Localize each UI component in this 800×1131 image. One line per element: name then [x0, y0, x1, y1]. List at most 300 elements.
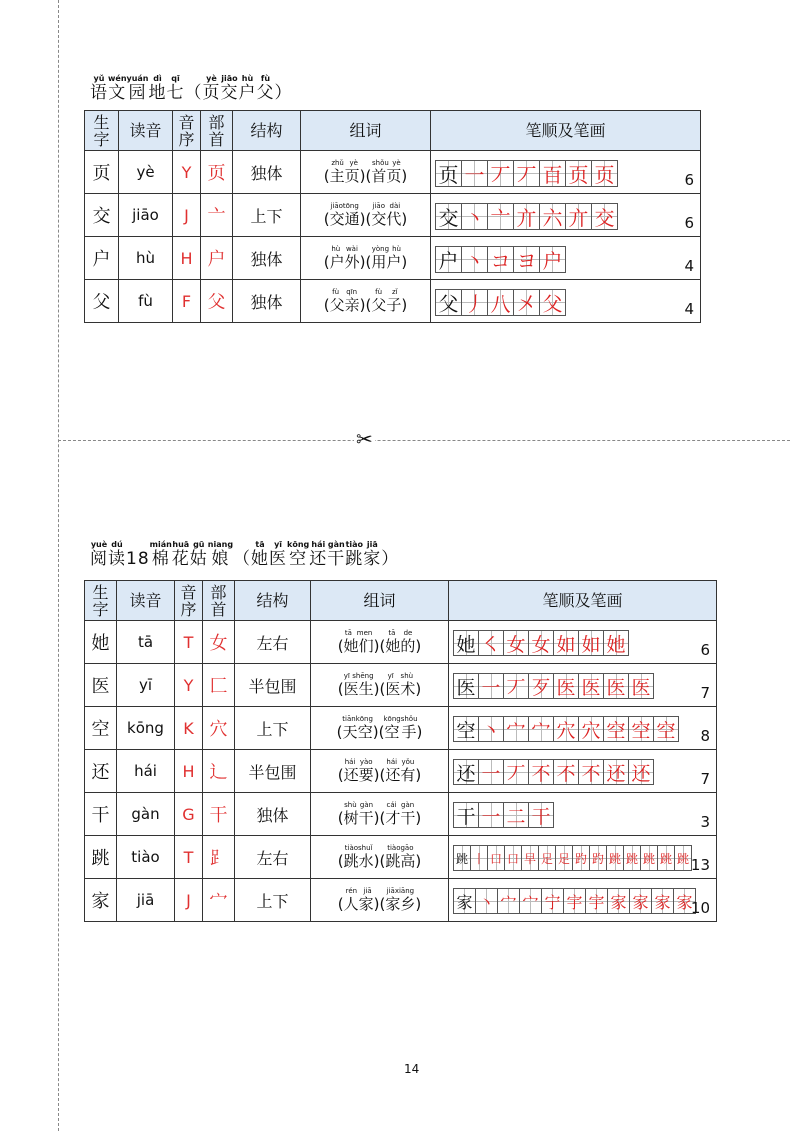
stroke-cell: 亣	[513, 203, 540, 230]
stroke-count: 6	[700, 641, 710, 659]
title-char	[171, 540, 190, 569]
cell-stroke-order	[431, 280, 701, 323]
title-char-pinyin: dì	[148, 74, 167, 83]
cell-zuci: (父亲fù qīn)(父子fù zǐ)	[301, 280, 431, 323]
character-table-2	[84, 580, 717, 922]
table-row	[85, 194, 701, 237]
stroke-count: 6	[684, 214, 694, 232]
title-char	[166, 74, 185, 103]
word	[371, 287, 402, 314]
stroke-cell: 丶	[478, 716, 504, 742]
cell-yinxu: J	[175, 879, 203, 922]
cell-zuci: (主页zhǔ yè)(首页shǒu yè)	[301, 151, 431, 194]
cell-pinyin: yī	[117, 664, 175, 707]
table-row	[85, 707, 717, 750]
header-bushou: 部首	[201, 111, 233, 151]
header-pinyin: 读音	[117, 581, 175, 621]
stroke-cell: 丶	[461, 203, 488, 230]
cell-yinxu: H	[175, 750, 203, 793]
stroke-cell: 跳	[606, 845, 624, 871]
cell-stroke-order	[431, 151, 701, 194]
table-row	[85, 151, 701, 194]
stroke-grid	[453, 759, 716, 785]
word	[385, 800, 416, 827]
word-pinyin: yī shēng	[343, 671, 374, 680]
header-char: 生字	[85, 111, 119, 151]
cell-zuci: (还要hái yào)(还有hái yǒu)	[311, 750, 449, 793]
title-char-pinyin: tā	[251, 540, 270, 549]
stroke-cell: 一	[461, 160, 488, 187]
title-char-pinyin: kōng	[287, 540, 310, 549]
stroke-cell: 女	[503, 630, 529, 656]
stroke-cell: 干	[528, 802, 554, 828]
word-text: 还要	[343, 765, 374, 784]
cell-zuci: (天空tiānkōng)(空手kōngshǒu)	[311, 707, 449, 750]
stroke-cell: 早	[521, 845, 539, 871]
cell-jiegou: 上下	[233, 194, 301, 237]
word	[385, 671, 416, 698]
title-char	[149, 540, 172, 569]
cell-char: 户	[85, 237, 119, 280]
title-char-text: 还	[309, 549, 328, 569]
title-char-pinyin: yī	[269, 540, 288, 549]
cell-pinyin: gàn	[117, 793, 175, 836]
title-char-text: 文	[108, 83, 127, 103]
cell-zuci: (树干shù gàn)(才干cái gàn)	[311, 793, 449, 836]
title-char-pinyin: yuán	[126, 74, 149, 83]
title-char-pinyin: wén	[108, 74, 127, 83]
word-text: 医生	[343, 679, 374, 698]
stroke-count: 10	[690, 899, 710, 917]
word	[371, 244, 402, 271]
stroke-cell: 歹	[528, 673, 554, 699]
title-char-text: 棉	[149, 549, 172, 569]
stroke-cell: 不	[528, 759, 554, 785]
cell-char: 医	[85, 664, 117, 707]
word	[371, 158, 402, 185]
horizontal-cut-line	[58, 440, 790, 441]
word	[371, 201, 402, 228]
stroke-cell: 一	[478, 802, 504, 828]
stroke-cell: 页	[591, 160, 618, 187]
stroke-cell: 父	[435, 289, 462, 316]
word-text: 她们	[343, 636, 374, 655]
stroke-cell: 口	[504, 845, 522, 871]
word	[385, 628, 416, 655]
stroke-grid	[453, 888, 716, 914]
word-text: 跳高	[385, 851, 416, 870]
word	[383, 714, 418, 741]
cell-zuci: (她们tā men)(她的tā de)	[311, 621, 449, 664]
stroke-cell: 还	[453, 759, 479, 785]
cell-char: 还	[85, 750, 117, 793]
table-row	[85, 793, 717, 836]
stroke-cell: 跳	[674, 845, 692, 871]
stroke-count: 4	[684, 257, 694, 275]
stroke-cell: 八	[487, 289, 514, 316]
cell-zuci: (户外hù wài)(用户yòng hù)	[301, 237, 431, 280]
word-text: 天空	[342, 722, 373, 741]
word-pinyin: hái yǒu	[385, 757, 416, 766]
word-text: 才干	[385, 808, 416, 827]
title-char	[269, 540, 288, 569]
title-char	[256, 74, 275, 103]
word-pinyin: hù wài	[329, 244, 360, 253]
stroke-cell: 家	[651, 888, 674, 914]
title-char-pinyin: yuè	[90, 540, 108, 549]
title-char	[345, 540, 364, 569]
cell-pinyin: hù	[119, 237, 173, 280]
stroke-cell: 口	[487, 845, 505, 871]
title-char-text: ）	[381, 549, 400, 569]
title-char-pinyin: fù	[256, 74, 275, 83]
word	[343, 843, 374, 870]
cell-stroke-order	[449, 750, 717, 793]
word-pinyin: tiàoshuǐ	[343, 843, 374, 852]
cell-zuci: (跳水tiàoshuǐ)(跳高tiàogāo)	[311, 836, 449, 879]
cell-pinyin: tā	[117, 621, 175, 664]
cell-pinyin: kōng	[117, 707, 175, 750]
table-row	[85, 237, 701, 280]
stroke-cell: 丿	[461, 289, 488, 316]
stroke-cell: 宇	[585, 888, 608, 914]
stroke-cell: 空	[628, 716, 654, 742]
stroke-cell: 宀	[519, 888, 542, 914]
word-text: 主页	[329, 166, 360, 185]
stroke-cell: 交	[591, 203, 618, 230]
word-text: 人家	[343, 894, 374, 913]
stroke-cell: 空	[603, 716, 629, 742]
cell-pinyin: jiā	[117, 879, 175, 922]
word	[343, 757, 374, 784]
cell-bushou: 女	[203, 621, 235, 664]
word-pinyin: shù gàn	[343, 800, 374, 809]
word-text: 父亲	[329, 295, 360, 314]
word-text: 首页	[371, 166, 402, 185]
stroke-cell: 还	[603, 759, 629, 785]
header-bushou: 部首	[203, 581, 235, 621]
title-char-text: 七	[166, 83, 185, 103]
header-jiegou: 结构	[233, 111, 301, 151]
stroke-cell: 丆	[503, 673, 529, 699]
stroke-grid	[453, 716, 716, 742]
table-row	[85, 836, 717, 879]
title-char	[108, 540, 126, 569]
title-char-text: 姑	[189, 549, 208, 569]
title-text	[90, 540, 400, 569]
header-bihua: 笔顺及笔画	[431, 111, 701, 151]
stroke-cell: 亣	[565, 203, 592, 230]
stroke-cell: 丶	[461, 246, 488, 273]
title-char	[90, 74, 108, 103]
header-char: 生字	[85, 581, 117, 621]
cell-jiegou: 独体	[233, 237, 301, 280]
title-char-pinyin: tiào	[345, 540, 364, 549]
cell-yinxu: G	[175, 793, 203, 836]
cell-stroke-order	[449, 793, 717, 836]
word-pinyin: hái yào	[343, 757, 374, 766]
cell-pinyin: yè	[119, 151, 173, 194]
title-char-text: 户	[238, 83, 257, 103]
word-pinyin: tiàogāo	[385, 843, 416, 852]
title-char	[189, 540, 208, 569]
stroke-cell: 她	[453, 630, 479, 656]
title-char-text: 娘	[207, 549, 234, 569]
word-pinyin: jiāo dài	[371, 201, 402, 210]
word	[385, 843, 416, 870]
stroke-cell: 页	[565, 160, 592, 187]
cell-pinyin: tiào	[117, 836, 175, 879]
stroke-count: 7	[700, 684, 710, 702]
title-char-pinyin: jiāo	[220, 74, 239, 83]
word	[343, 886, 374, 913]
stroke-count: 13	[690, 856, 710, 874]
stroke-cell: 家	[453, 888, 476, 914]
title-char	[309, 540, 328, 569]
stroke-cell: 宀	[528, 716, 554, 742]
cell-pinyin: hái	[117, 750, 175, 793]
stroke-grid	[435, 246, 700, 273]
stroke-cell: 穴	[553, 716, 579, 742]
stroke-cell: 丆	[503, 759, 529, 785]
title-char	[126, 74, 149, 103]
stroke-cell: 父	[539, 289, 566, 316]
stroke-grid	[453, 673, 716, 699]
table-row	[85, 664, 717, 707]
title-char	[238, 74, 257, 103]
header-row	[85, 111, 701, 151]
cell-jiegou: 半包围	[235, 664, 311, 707]
page-number: 14	[404, 1062, 420, 1076]
stroke-cell: 医	[628, 673, 654, 699]
cell-jiegou: 独体	[235, 793, 311, 836]
stroke-cell: 跳	[657, 845, 675, 871]
title-char-text: 交	[220, 83, 239, 103]
stroke-grid	[435, 289, 700, 316]
word	[329, 158, 360, 185]
stroke-grid	[435, 203, 700, 230]
header-row	[85, 581, 717, 621]
stroke-cell: 六	[539, 203, 566, 230]
stroke-grid	[453, 802, 716, 828]
word	[343, 671, 374, 698]
title-char	[381, 549, 399, 569]
stroke-cell: 二	[503, 802, 529, 828]
cell-yinxu: H	[173, 237, 201, 280]
word-pinyin: tiānkōng	[342, 714, 373, 723]
stroke-cell: 丶	[475, 888, 498, 914]
stroke-cell: 如	[578, 630, 604, 656]
cell-char: 跳	[85, 836, 117, 879]
title-char	[251, 540, 270, 569]
cell-yinxu: J	[173, 194, 201, 237]
word-text: 交通	[329, 209, 360, 228]
stroke-cell: 不	[553, 759, 579, 785]
cell-char: 父	[85, 280, 119, 323]
title-char-text: 跳	[345, 549, 364, 569]
word-text: 交代	[371, 209, 402, 228]
title-char	[202, 74, 221, 103]
cell-zuci: (交通jiāotōng)(交代jiāo dài)	[301, 194, 431, 237]
stroke-cell: 丆	[513, 160, 540, 187]
stroke-cell: 丆	[487, 160, 514, 187]
title-char	[207, 540, 234, 569]
header-yinxu: 音序	[175, 581, 203, 621]
title-char	[126, 549, 150, 569]
stroke-cell: 干	[453, 802, 479, 828]
cell-bushou: 亠	[201, 194, 233, 237]
title-char	[275, 83, 293, 103]
word-text: 空手	[383, 722, 418, 741]
word-pinyin: shǒu yè	[371, 158, 402, 167]
cell-bushou: 穴	[203, 707, 235, 750]
title-char-pinyin: hù	[238, 74, 257, 83]
stroke-cell: 她	[603, 630, 629, 656]
cell-bushou: 页	[201, 151, 233, 194]
word-text: 还有	[385, 765, 416, 784]
stroke-cell: 足	[555, 845, 573, 871]
stroke-cell: 医	[578, 673, 604, 699]
stroke-cell: 趵	[589, 845, 607, 871]
cell-char: 页	[85, 151, 119, 194]
stroke-cell: 家	[673, 888, 696, 914]
title-char-pinyin: niang	[207, 540, 234, 549]
stroke-cell: 宁	[541, 888, 564, 914]
stroke-cell: 穴	[578, 716, 604, 742]
stroke-cell: 空	[653, 716, 679, 742]
cell-bushou: ⻊	[203, 836, 235, 879]
word-pinyin: fù zǐ	[371, 287, 402, 296]
stroke-count: 7	[700, 770, 710, 788]
title-char-text: 园	[126, 83, 149, 103]
stroke-cell: 还	[628, 759, 654, 785]
word-text: 医术	[385, 679, 416, 698]
cell-jiegou: 上下	[235, 707, 311, 750]
section-title-2	[90, 540, 399, 569]
stroke-cell: 医	[453, 673, 479, 699]
stroke-cell: 空	[453, 716, 479, 742]
title-char-text: 空	[287, 549, 310, 569]
word	[343, 628, 374, 655]
title-char-text: 页	[202, 83, 221, 103]
word-pinyin: jiāotōng	[329, 201, 360, 210]
cell-stroke-order	[449, 879, 717, 922]
title-char-pinyin: gàn	[327, 540, 346, 549]
title-char-text: 家	[363, 549, 382, 569]
section-title-1	[90, 74, 293, 103]
stroke-cell: 跳	[623, 845, 641, 871]
cell-bushou: 辶	[203, 750, 235, 793]
word	[385, 757, 416, 784]
cell-stroke-order	[449, 664, 717, 707]
stroke-cell: 㐅	[513, 289, 540, 316]
title-char-pinyin: huā	[171, 540, 190, 549]
stroke-grid	[453, 845, 716, 871]
title-char	[185, 83, 203, 103]
title-char-pinyin: dú	[108, 540, 126, 549]
cell-yinxu: F	[173, 280, 201, 323]
cell-stroke-order	[431, 237, 701, 280]
header-jiegou: 结构	[235, 581, 311, 621]
word-pinyin: tā men	[343, 628, 374, 637]
cell-char: 干	[85, 793, 117, 836]
word-text: 用户	[371, 252, 402, 271]
title-char-pinyin: qī	[166, 74, 185, 83]
cell-yinxu: T	[175, 836, 203, 879]
word-pinyin: yòng hù	[371, 244, 402, 253]
word-pinyin: rén jiā	[343, 886, 374, 895]
title-char-text: 父	[256, 83, 275, 103]
header-yinxu: 音序	[173, 111, 201, 151]
stroke-grid	[435, 160, 700, 187]
title-text	[90, 74, 293, 103]
stroke-cell: 趵	[572, 845, 590, 871]
cell-pinyin: jiāo	[119, 194, 173, 237]
cell-bushou: 宀	[203, 879, 235, 922]
stroke-count: 8	[700, 727, 710, 745]
table-row	[85, 280, 701, 323]
cell-jiegou: 左右	[235, 836, 311, 879]
cell-jiegou: 半包围	[235, 750, 311, 793]
stroke-cell: 户	[435, 246, 462, 273]
stroke-cell: 一	[478, 759, 504, 785]
stroke-count: 6	[684, 171, 694, 189]
word	[342, 714, 373, 741]
title-char-pinyin: gū	[189, 540, 208, 549]
title-char	[327, 540, 346, 569]
character-table-1	[84, 110, 701, 323]
title-char-text: 18	[126, 549, 150, 569]
scissors-icon: ✂	[356, 427, 373, 451]
stroke-cell: 宇	[563, 888, 586, 914]
title-char	[233, 549, 251, 569]
stroke-cell: 家	[629, 888, 652, 914]
title-char	[220, 74, 239, 103]
title-char	[363, 540, 382, 569]
stroke-cell: 百	[539, 160, 566, 187]
word	[329, 287, 360, 314]
title-char-text: ）	[274, 83, 293, 103]
stroke-cell: 一	[478, 673, 504, 699]
table-row	[85, 750, 717, 793]
title-char-pinyin: jiā	[363, 540, 382, 549]
stroke-cell: 宀	[503, 716, 529, 742]
table-row	[85, 879, 717, 922]
stroke-cell: 不	[578, 759, 604, 785]
stroke-grid	[453, 630, 716, 656]
cell-jiegou: 上下	[235, 879, 311, 922]
cell-stroke-order	[449, 707, 717, 750]
title-char-text: 她	[251, 549, 270, 569]
word-text: 父子	[371, 295, 402, 314]
header-bihua: 笔顺及笔画	[449, 581, 717, 621]
title-char-text: 语	[90, 83, 108, 103]
word-text: 树干	[343, 808, 374, 827]
title-char	[287, 540, 310, 569]
cell-stroke-order	[449, 621, 717, 664]
stroke-count: 4	[684, 300, 694, 318]
cell-pinyin: fù	[119, 280, 173, 323]
cell-char: 交	[85, 194, 119, 237]
stroke-cell: 跳	[640, 845, 658, 871]
word	[329, 201, 360, 228]
stroke-cell: 女	[528, 630, 554, 656]
title-char	[148, 74, 167, 103]
title-char-text: 医	[269, 549, 288, 569]
cell-bushou: 干	[203, 793, 235, 836]
table-row	[85, 621, 717, 664]
word	[329, 244, 360, 271]
